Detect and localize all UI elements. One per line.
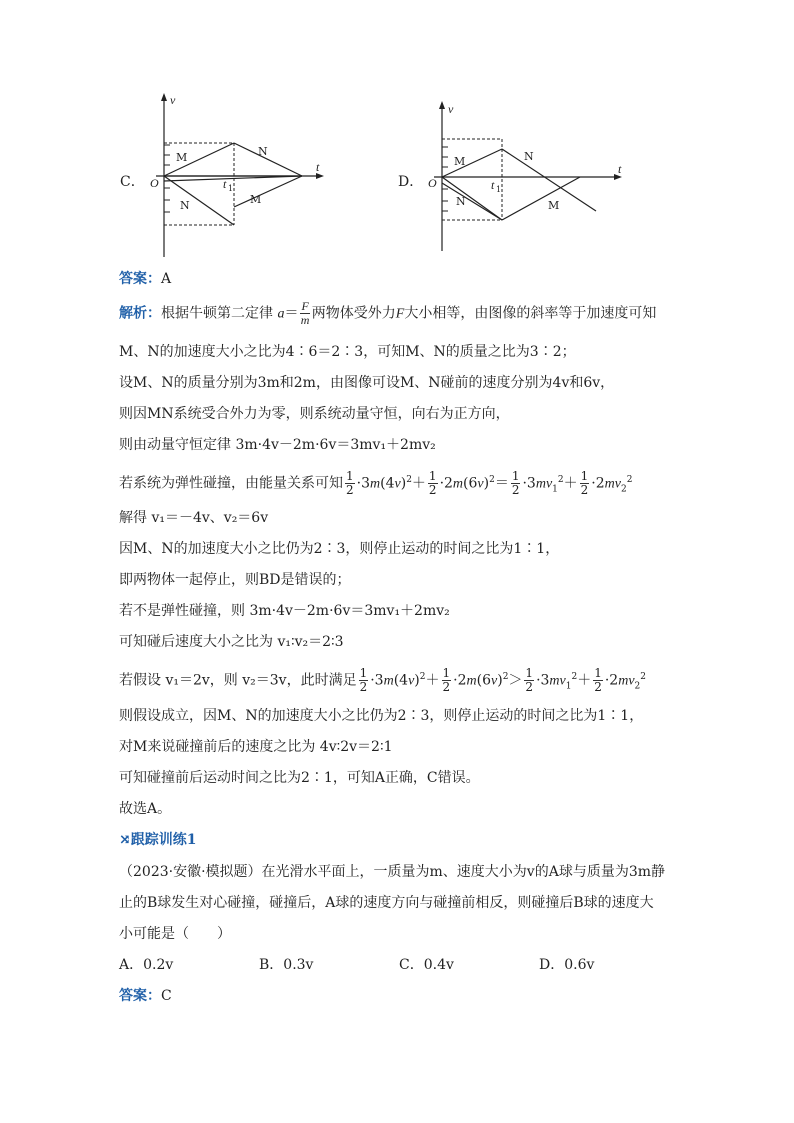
analysis-text-6a: 若系统为弹性碰撞，由能量关系可知: [119, 475, 343, 492]
m-label-2: M: [250, 193, 262, 206]
question-line-3: 小可能是（ ）: [119, 926, 231, 942]
t1-sub: 1: [496, 185, 502, 194]
m-label-2: M: [548, 199, 560, 212]
analysis-line-8: 因M、N的加速度大小之比仍为2∶3，则停止运动的时间之比为1∶1，: [119, 541, 560, 557]
m-label-1: M: [176, 151, 188, 164]
analysis-line-1: 解析：根据牛顿第二定律 a＝ $\frac{F}{m}$ 两物体受外力F大小相等，由图像的斜率等于加速度可知: [119, 299, 657, 327]
practice-title: 跟踪训练1: [130, 832, 197, 848]
analysis-line-16: 故选A。: [119, 801, 172, 817]
option-row: [119, 955, 679, 975]
analysis-line-14: 对M来说碰撞前后的速度之比为 4v∶2v＝2∶1: [119, 739, 393, 755]
analysis-line-10: 若不是弹性碰撞，则 3m·4v－2m·6v＝3mv₁＋2mv₂: [119, 603, 450, 619]
analysis-line-5: 则由动量守恒定律 3m·4v－2m·6v＝3mv₁＋2mv₂: [119, 437, 436, 453]
option-c[interactable]: C．0.4v: [399, 957, 454, 973]
question-line-2: 止的B球发生对心碰撞，碰撞后，A球的速度方向与碰撞前相反，则碰撞后B球的速度大: [119, 895, 654, 911]
practice-heading: [119, 830, 196, 850]
analysis-line-9: 即两物体一起停止，则BD是错误的；: [119, 572, 351, 588]
axis-t-label: t: [618, 162, 622, 176]
shuffle-icon: ⤨: [119, 832, 131, 848]
analysis-line-15: 可知碰撞前后运动时间之比为2∶1，可知A正确，C错误。: [119, 770, 480, 786]
analysis-text-12a: 若假设 v₁＝2v，则 v₂＝3v，此时满足: [119, 672, 357, 689]
answer-value: C: [161, 988, 172, 1004]
analysis-line-12: 若假设 v₁＝2v，则 v₂＝3v，此时满足 $\frac{1}{2}$ $\cdot 3m(4v)^2+$ $\frac{1}{2}$ $\cdot 2m(6v)^2>$ $\frac{1}{2}$ $\cdot 3mv_1^2+$ $\frac{1}{2}$ $\cdot 2mv_2^2$: [119, 666, 647, 695]
n-label-2: N: [180, 199, 190, 212]
answer-label: 答案：: [119, 271, 161, 287]
option-d[interactable]: D．0.6v: [539, 957, 595, 973]
graph-option-d: [398, 103, 628, 253]
analysis-line-3: 设M、N的质量分别为3m和2m，由图像可设M、N碰前的速度分别为4v和6v，: [119, 375, 615, 391]
analysis-line-11: 可知碰后速度大小之比为 v₁∶v₂＝2∶3: [119, 634, 344, 650]
answer-label: 答案：: [119, 988, 161, 1004]
option-b[interactable]: B．0.3v: [259, 957, 314, 973]
t1-label: t: [223, 177, 227, 191]
graph-c-svg: [120, 95, 330, 265]
axis-v-label: v: [448, 102, 454, 116]
origin-label: O: [150, 176, 159, 190]
m-label-1: M: [454, 155, 466, 168]
axis-t-label: t: [316, 160, 320, 174]
analysis-line-6: 若系统为弹性碰撞，由能量关系可知 $\frac{1}{2}$ $\cdot 3m(4v)^2+$ $\frac{1}{2}$ $\cdot 2m(6v)^2=$ $\frac{1}{2}$ $\cdot 3mv_1^2+$ $\frac{1}{2}$ $\cdot 2mv_2^2$: [119, 469, 633, 498]
answer-value: A: [161, 271, 172, 287]
analysis-label: 解析：: [119, 305, 161, 322]
option-c-label: C．: [120, 174, 145, 190]
analysis-text-1c: 大小相等，由图像的斜率等于加速度可知: [404, 305, 657, 322]
t1-label: t: [491, 178, 495, 192]
analysis-text-1b: 两物体受外力: [311, 305, 396, 322]
t1-sub: 1: [228, 184, 234, 193]
graph-option-c: [120, 95, 330, 265]
n-label-2: N: [456, 195, 466, 208]
option-d-label: D．: [398, 174, 424, 190]
question-line-1: （2023·安徽·模拟题）在光滑水平面上，一质量为m、速度大小为v的A球与质量为3m静: [119, 864, 666, 880]
analysis-line-13: 则假设成立，因M、N的加速度大小之比仍为2∶3，则停止运动的时间之比为1∶1，: [119, 708, 644, 724]
graph-d-svg: [398, 103, 628, 253]
analysis-line-2: M、N的加速度大小之比为4∶6＝2∶3，可知M、N的质量之比为3∶2；: [119, 344, 576, 360]
analysis-line-7: 解得 v₁＝－4v、v₂＝6v: [119, 510, 269, 526]
analysis-text-1a: 根据牛顿第二定律: [161, 305, 273, 322]
axis-v-label: v: [170, 93, 176, 107]
origin-label: O: [428, 176, 437, 190]
analysis-line-4: 则因MN系统受合外力为零，则系统动量守恒，向右为正方向，: [119, 406, 510, 422]
option-a[interactable]: A．0.2v: [119, 957, 174, 973]
answer-line-2: [119, 986, 172, 1006]
n-label-1: N: [258, 145, 268, 158]
n-label-1: N: [524, 150, 534, 163]
answer-line-1: [119, 269, 171, 289]
